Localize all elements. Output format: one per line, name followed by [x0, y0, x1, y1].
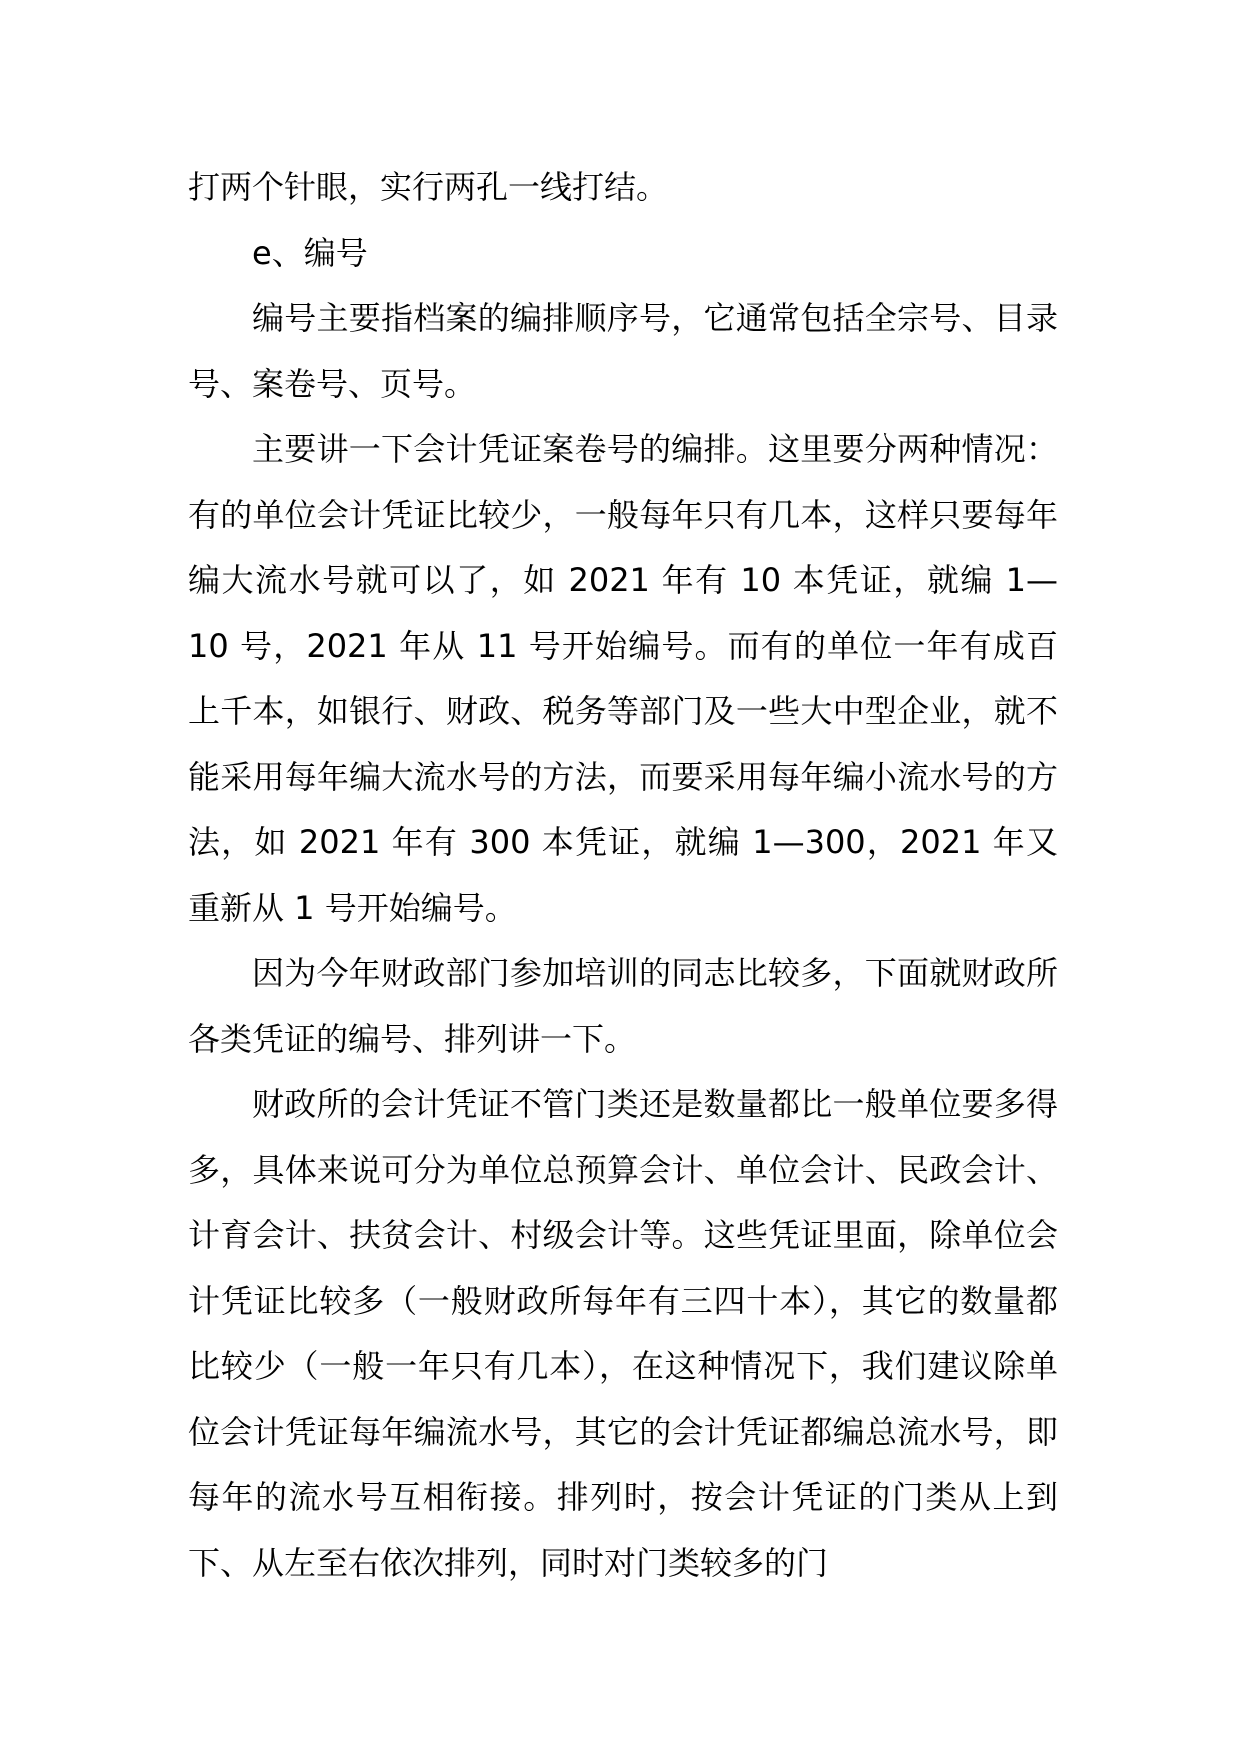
paragraph-finance-office-vouchers: 财政所的会计凭证不管门类还是数量都比一般单位要多得多，具体来说可分为单位总预算会计、单位会计、民政会计、计育会计、扶贫会计、村级会计等。这些凭证里面，除单位会计凭证比较多（一般财政所每年有三四十本），其它的数量都比较少（一般一年只有几本），在这种情况下，我们建议除单位会计凭证每年编流水号，其它的会计凭证都编总流水号，即每年的流水号互相衔接。排列时，按会计凭证的门类从上到下、从左至右依次排列，同时对门类较多的门: [188, 1085, 1058, 1582]
paragraph-numbering-definition: 编号主要指档案的编排顺序号，它通常包括全宗号、目录号、案卷号、页号。: [188, 299, 1058, 403]
paragraph-continued: 打两个针眼，实行两孔一线打结。: [188, 168, 669, 206]
paragraph-finance-training: 因为今年财政部门参加培训的同志比较多，下面就财政所各类凭证的编号、排列讲一下。: [188, 954, 1058, 1058]
paragraph-volume-numbering: 主要讲一下会计凭证案卷号的编排。这里要分两种情况：有的单位会计凭证比较少，一般每年只有几本，这样只要每年编大流水号就可以了，如 2021 年有 10 本凭证，就编 1—10 号，2021 年从 11 号开始编号。而有的单位一年有成百上千本，如银行、财政、税务等部门及一些大中型企业，就不能采用每年编大流水号的方法，而要采用每年编小流水号的方法，如 2021 年有 300 本凭证，就编 1—300，2021 年又重新从 1 号开始编号。: [188, 430, 1058, 927]
section-heading-numbering: e、编号: [252, 233, 368, 272]
body-text: [188, 155, 1058, 1596]
